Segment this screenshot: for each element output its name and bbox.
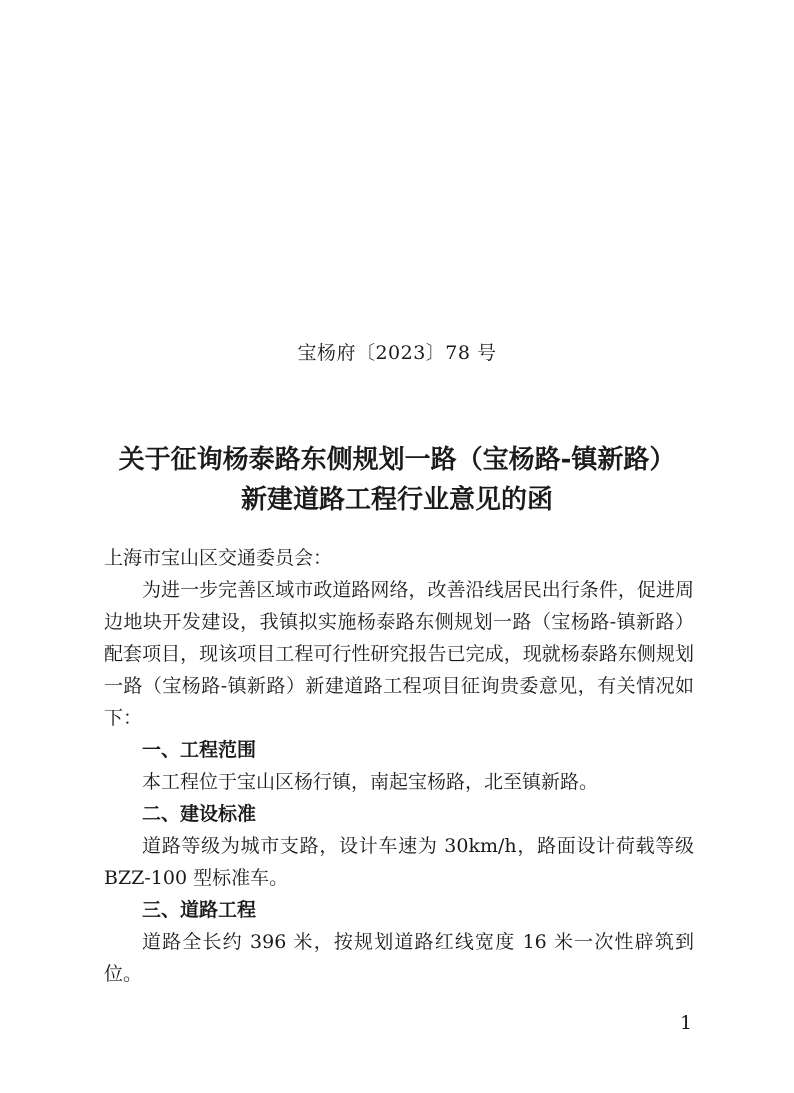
- section-text-standard: 道路等级为城市支路，设计车速为 30km/h，路面设计荷载等级 BZZ-100 型标准车。: [104, 835, 694, 889]
- section-text-road-works: 道路全长约 396 米，按规划道路红线宽度 16 米一次性辟筑到位。: [104, 931, 694, 985]
- page-number: 1: [679, 1012, 693, 1034]
- document-number: 宝杨府〔2023〕78 号: [297, 342, 497, 364]
- section-heading-scope: 一、工程范围: [142, 739, 257, 761]
- title-line-1: 关于征询杨泰路东侧规划一路（宝杨路-镇新路）: [118, 445, 676, 475]
- section-text-scope: 本工程位于宝山区杨行镇，南起宝杨路，北至镇新路。: [142, 771, 599, 793]
- section-heading-standard: 二、建设标准: [142, 803, 257, 825]
- document-title: [60, 440, 734, 520]
- title-line-2: 新建道路工程行业意见的函: [240, 485, 553, 515]
- document-body: [104, 542, 694, 990]
- intro-paragraph: 为进一步完善区域市政道路网络，改善沿线居民出行条件，促进周边地块开发建设，我镇拟实施杨泰路东侧规划一路（宝杨路-镇新路）配套项目，现该项目工程可行性研究报告已完成，现就杨泰路东侧规划一路（宝杨路-镇新路）新建道路工程项目征询贵委意见，有关情况如下：: [104, 579, 694, 729]
- salutation: 上海市宝山区交通委员会：: [104, 547, 333, 569]
- section-heading-road-works: 三、道路工程: [142, 899, 257, 921]
